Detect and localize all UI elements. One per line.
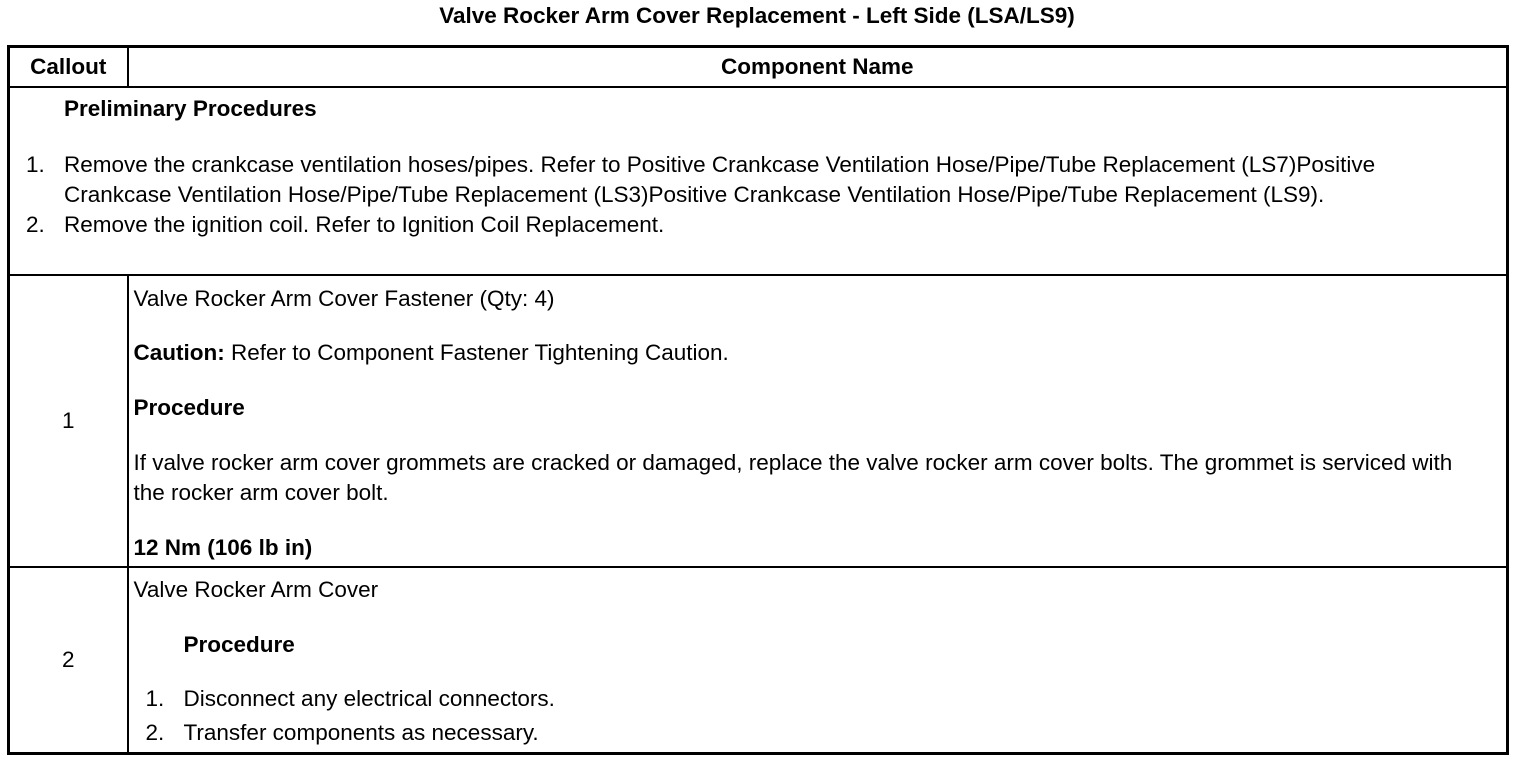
list-item	[129, 684, 1429, 714]
component-name-column-header: Component Name	[128, 47, 1508, 88]
torque-spec: 12 Nm (106 lb in)	[133, 535, 313, 560]
table-row	[9, 567, 1508, 754]
procedure-text: If valve rocker arm cover grommets are cracked or damaged, replace the valve rocker arm cover bolts. The grommet is serviced with the rocker arm cover bolt.	[133, 450, 1453, 505]
callout-number: 2	[9, 567, 128, 754]
step-number: 1.	[26, 152, 45, 177]
procedure-table	[7, 45, 1509, 755]
step-text: Disconnect any electrical connectors.	[183, 686, 555, 711]
component-cell	[128, 275, 1508, 567]
step-number: 2.	[26, 212, 45, 237]
procedure-heading: Procedure	[183, 632, 295, 657]
page-title: Valve Rocker Arm Cover Replacement - Left Side (LSA/LS9)	[439, 3, 1075, 28]
callout-number: 1	[9, 275, 128, 567]
step-text: Remove the crankcase ventilation hoses/pipes. Refer to Positive Crankcase Ventilation Hose/Pipe/Tube Replacement (LS7)Positive Crankcase Ventilation Hose/Pipe/Tube Replacement (LS3)Positive Crankcase Ventilation Hose/Pipe/Tube Replacement (LS9).	[64, 152, 1376, 207]
preliminary-steps-list	[10, 150, 1470, 240]
list-item	[129, 718, 1429, 748]
component-name: Valve Rocker Arm Cover	[133, 577, 379, 602]
list-item	[10, 210, 1470, 240]
table-header-row	[9, 47, 1508, 88]
caution-text: Refer to Component Fastener Tightening Caution.	[224, 340, 729, 365]
preliminary-procedures-row	[9, 87, 1508, 275]
component-name: Valve Rocker Arm Cover Fastener (Qty: 4)	[133, 286, 555, 311]
step-text: Transfer components as necessary.	[183, 720, 539, 745]
preliminary-procedures-heading: Preliminary Procedures	[64, 96, 317, 121]
caution-label: Caution:	[133, 340, 225, 365]
preliminary-procedures-cell	[9, 87, 1508, 275]
step-number: 1.	[145, 686, 165, 711]
component-cell	[128, 567, 1508, 754]
procedure-heading: Procedure	[133, 395, 245, 420]
procedure-steps-list	[129, 684, 1429, 748]
step-number: 2.	[145, 720, 165, 745]
step-text: Remove the ignition coil. Refer to Ignition Coil Replacement.	[64, 212, 665, 237]
list-item	[10, 150, 1470, 210]
table-row	[9, 275, 1508, 567]
caution-line	[134, 338, 729, 368]
callout-column-header: Callout	[9, 47, 128, 88]
